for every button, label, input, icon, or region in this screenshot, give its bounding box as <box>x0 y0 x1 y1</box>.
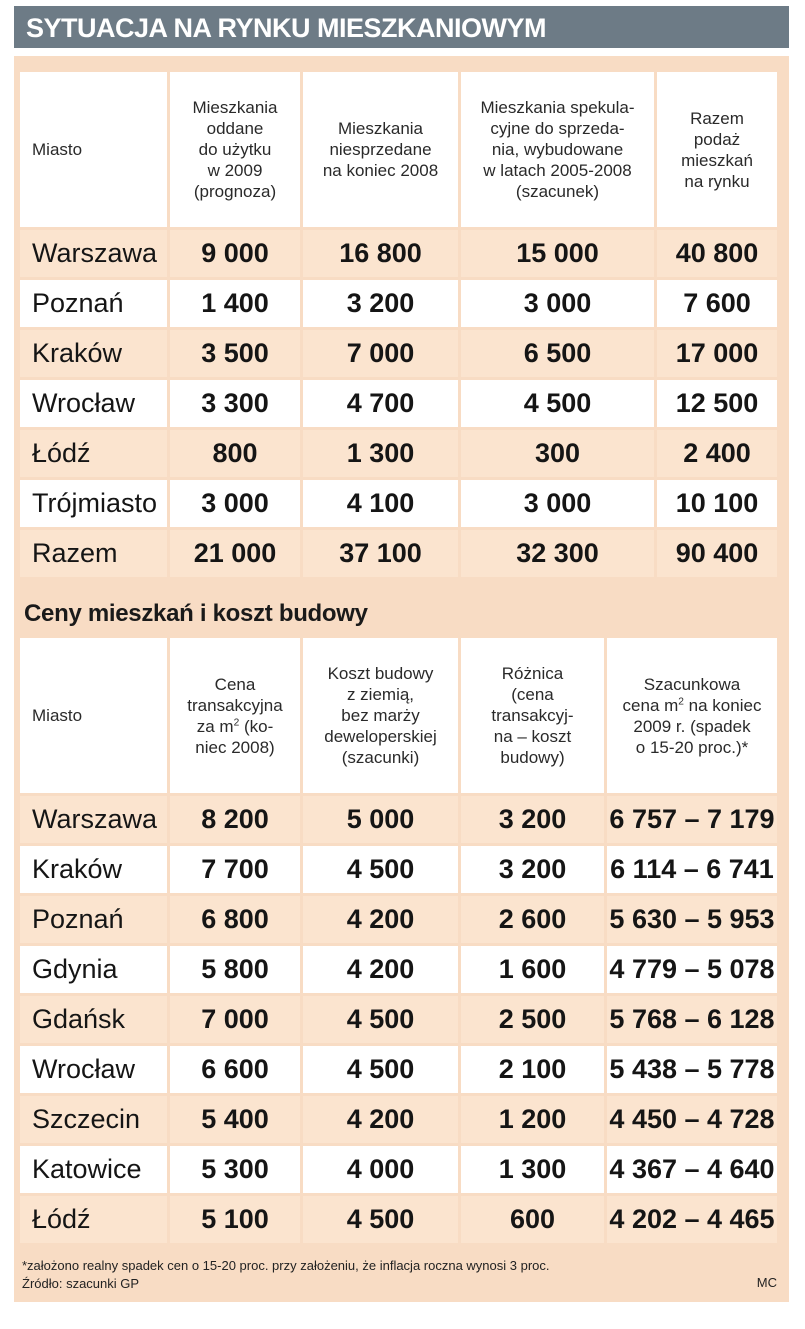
section-subtitle: Ceny mieszkań i koszt budowy <box>24 600 368 627</box>
table-row <box>20 330 780 380</box>
value-cell: 90 400 <box>657 530 780 580</box>
value-cell: 600 <box>461 1196 607 1246</box>
value-cell: 3 000 <box>461 280 657 330</box>
value-cell: 37 100 <box>303 530 461 580</box>
table-row <box>20 946 780 996</box>
table-row <box>20 1096 780 1146</box>
value-cell: 4 200 <box>303 946 461 996</box>
table-row <box>20 896 780 946</box>
supply-table <box>20 72 780 580</box>
value-cell: 6 600 <box>170 1046 303 1096</box>
table-row <box>20 846 780 896</box>
value-cell: 12 500 <box>657 380 780 430</box>
value-cell: 4 450 – 4 728 <box>607 1096 780 1146</box>
table-row <box>20 380 780 430</box>
page-title: SYTUACJA NA RYNKU MIESZKANIOWYM <box>26 13 547 43</box>
value-cell: 2 400 <box>657 430 780 480</box>
prices-table <box>20 638 780 1246</box>
value-cell: 4 200 <box>303 1096 461 1146</box>
table-row <box>20 1046 780 1096</box>
value-cell: 7 000 <box>170 996 303 1046</box>
value-cell: 21 000 <box>170 530 303 580</box>
value-cell: 1 300 <box>303 430 461 480</box>
value-cell: 3 200 <box>303 280 461 330</box>
city-cell: Razem <box>20 530 170 580</box>
city-cell: Szczecin <box>20 1096 170 1146</box>
value-cell: 5 300 <box>170 1146 303 1196</box>
value-cell: 4 500 <box>303 996 461 1046</box>
value-cell: 6 800 <box>170 896 303 946</box>
value-cell: 5 000 <box>303 796 461 846</box>
value-cell: 16 800 <box>303 230 461 280</box>
column-header: Mieszkania niesprzedane na koniec 2008 <box>303 72 461 230</box>
value-cell: 40 800 <box>657 230 780 280</box>
value-cell: 1 200 <box>461 1096 607 1146</box>
column-header: Mieszkania oddane do użytku w 2009 (prognoza) <box>170 72 303 230</box>
column-header: Cena transakcyjna za $m^2$ (ko- niec 2008) <box>170 638 303 796</box>
table-row <box>20 996 780 1046</box>
value-cell: 4 100 <box>303 480 461 530</box>
city-cell: Gdańsk <box>20 996 170 1046</box>
value-cell: 3 500 <box>170 330 303 380</box>
value-cell: 2 100 <box>461 1046 607 1096</box>
value-cell: 6 114 – 6 741 <box>607 846 780 896</box>
value-cell: 3 200 <box>461 846 607 896</box>
value-cell: 5 438 – 5 778 <box>607 1046 780 1096</box>
city-cell: Wrocław <box>20 380 170 430</box>
city-cell: Warszawa <box>20 796 170 846</box>
value-cell: 800 <box>170 430 303 480</box>
table-row <box>20 280 780 330</box>
value-cell: 7 600 <box>657 280 780 330</box>
value-cell: 6 757 – 7 179 <box>607 796 780 846</box>
value-cell: 4 779 – 5 078 <box>607 946 780 996</box>
value-cell: 4 500 <box>303 846 461 896</box>
city-cell: Katowice <box>20 1146 170 1196</box>
value-cell: 4 500 <box>303 1046 461 1096</box>
value-cell: 4 367 – 4 640 <box>607 1146 780 1196</box>
table-row <box>20 1196 780 1246</box>
value-cell: 17 000 <box>657 330 780 380</box>
value-cell: 300 <box>461 430 657 480</box>
column-header: Miasto <box>20 72 170 230</box>
table-row <box>20 796 780 846</box>
table-row <box>20 480 780 530</box>
table-row <box>20 230 780 280</box>
value-cell: 7 700 <box>170 846 303 896</box>
value-cell: 32 300 <box>461 530 657 580</box>
value-cell: 8 200 <box>170 796 303 846</box>
column-header: Koszt budowy z ziemią, bez marży deweloperskiej (szacunki) <box>303 638 461 796</box>
city-cell: Wrocław <box>20 1046 170 1096</box>
value-cell: 2 600 <box>461 896 607 946</box>
value-cell: 3 000 <box>170 480 303 530</box>
table-row <box>20 530 780 580</box>
value-cell: 7 000 <box>303 330 461 380</box>
column-header: Szacunkowa cena $m^2$ na koniec 2009 r. (spadek o 15-20 proc.)* <box>607 638 780 796</box>
city-cell: Poznań <box>20 280 170 330</box>
value-cell: 1 600 <box>461 946 607 996</box>
city-cell: Kraków <box>20 330 170 380</box>
value-cell: 9 000 <box>170 230 303 280</box>
value-cell: 4 500 <box>461 380 657 430</box>
credit: MC <box>756 1275 777 1290</box>
footnote: *założono realny spadek cen o 15-20 proc. przy założeniu, że inflacja roczna wynosi 3 proc. <box>22 1258 550 1273</box>
value-cell: 4 202 – 4 465 <box>607 1196 780 1246</box>
table-header-row <box>20 638 780 796</box>
value-cell: 1 300 <box>461 1146 607 1196</box>
column-header: Różnica (cena transakcyj- na – koszt budowy) <box>461 638 607 796</box>
column-header: Mieszkania spekula- cyjne do sprzeda- nia, wybudowane w latach 2005-2008 (szacunek) <box>461 72 657 230</box>
value-cell: 15 000 <box>461 230 657 280</box>
table-header-row <box>20 72 780 230</box>
city-cell: Łódź <box>20 430 170 480</box>
city-cell: Gdynia <box>20 946 170 996</box>
city-cell: Trójmiasto <box>20 480 170 530</box>
column-header: Miasto <box>20 638 170 796</box>
city-cell: Poznań <box>20 896 170 946</box>
value-cell: 2 500 <box>461 996 607 1046</box>
source-note: Źródło: szacunki GP <box>22 1276 140 1291</box>
value-cell: 1 400 <box>170 280 303 330</box>
city-cell: Łódź <box>20 1196 170 1246</box>
value-cell: 5 768 – 6 128 <box>607 996 780 1046</box>
value-cell: 5 800 <box>170 946 303 996</box>
title-bar <box>14 6 789 48</box>
value-cell: 5 400 <box>170 1096 303 1146</box>
value-cell: 10 100 <box>657 480 780 530</box>
value-cell: 5 630 – 5 953 <box>607 896 780 946</box>
value-cell: 3 000 <box>461 480 657 530</box>
column-header: Razem podaż mieszkań na rynku <box>657 72 780 230</box>
city-cell: Warszawa <box>20 230 170 280</box>
value-cell: 3 200 <box>461 796 607 846</box>
value-cell: 4 000 <box>303 1146 461 1196</box>
table-row <box>20 430 780 480</box>
value-cell: 3 300 <box>170 380 303 430</box>
value-cell: 4 200 <box>303 896 461 946</box>
value-cell: 6 500 <box>461 330 657 380</box>
value-cell: 5 100 <box>170 1196 303 1246</box>
table-row <box>20 1146 780 1196</box>
value-cell: 4 700 <box>303 380 461 430</box>
value-cell: 4 500 <box>303 1196 461 1246</box>
city-cell: Kraków <box>20 846 170 896</box>
